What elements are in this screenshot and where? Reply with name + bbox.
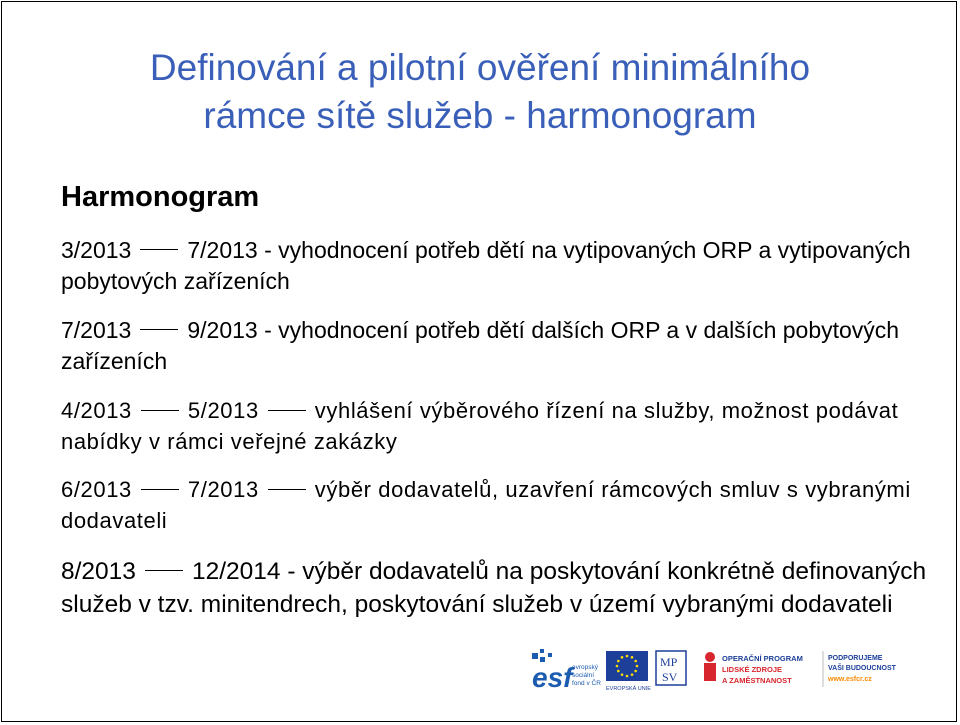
eu-star xyxy=(621,656,624,659)
eu-star xyxy=(617,670,620,673)
schedule-to: 7/2013 xyxy=(187,237,258,263)
support-logo xyxy=(823,651,897,687)
esf-caption-2: sociální xyxy=(572,672,595,679)
schedule-text: vyhlášení výběrového řízení na služby, možnost podávat nabídky v rámci veřejné zakázky xyxy=(61,398,899,454)
esf-square xyxy=(540,649,544,653)
schedule-to: 9/2013 xyxy=(187,317,258,343)
dash-separator xyxy=(268,489,306,490)
funding-logos-strip xyxy=(530,647,950,697)
dash-separator xyxy=(140,249,178,250)
op-text-3: A ZAMĚSTNANOST xyxy=(722,676,792,685)
esf-caption-3: fond v ČR xyxy=(572,680,601,687)
dash-separator xyxy=(141,489,179,490)
schedule-text: - výběr dodavatelů na poskytování konkrétně definovaných služeb v tzv. minitendrech, poskytování služeb v území vybranými dodavateli xyxy=(61,558,927,618)
op-figure-body-icon xyxy=(704,663,716,681)
op-figure-head-icon xyxy=(705,652,715,662)
slide-title-line-2: rámce sítě služeb - harmonogram xyxy=(203,95,757,136)
eu-star xyxy=(634,660,637,663)
schedule-from: 8/2013 xyxy=(61,558,136,585)
eu-star xyxy=(631,656,634,659)
esf-logo xyxy=(532,649,601,693)
eu-star xyxy=(621,673,624,676)
schedule-item xyxy=(61,555,941,621)
schedule-from: 4/2013 xyxy=(61,398,132,423)
schedule-from: 3/2013 xyxy=(61,237,132,263)
slide xyxy=(1,1,957,722)
eu-star xyxy=(616,665,619,668)
schedule-to: 12/2014 xyxy=(191,558,281,585)
mpsv-logo xyxy=(656,651,686,685)
schedule-text: - vyhodnocení potřeb dětí na vytipovaných ORP a vytipovaných pobytových zařízeních xyxy=(61,237,911,294)
esf-square xyxy=(548,653,552,657)
mpsv-text-1: MP xyxy=(660,655,678,669)
schedule-to: 7/2013 xyxy=(187,477,259,502)
schedule-to: 5/2013 xyxy=(187,398,259,423)
eu-star xyxy=(636,665,639,668)
dash-separator xyxy=(140,329,178,330)
schedule-item xyxy=(61,315,941,377)
schedule-item xyxy=(61,474,941,536)
dash-separator xyxy=(141,410,179,411)
eu-star xyxy=(617,660,620,663)
esf-caption-1: evropský xyxy=(572,664,599,671)
schedule-from: 6/2013 xyxy=(61,477,132,502)
dash-separator xyxy=(268,410,306,411)
op-text-2: LIDSKÉ ZDROJE xyxy=(722,665,783,674)
schedule-item xyxy=(61,395,941,457)
eu-flag-logo xyxy=(606,651,651,692)
section-heading: Harmonogram xyxy=(61,181,260,213)
eu-star xyxy=(634,670,637,673)
esf-square xyxy=(532,653,538,659)
mpsv-text-2: SV xyxy=(662,670,678,684)
eu-star xyxy=(626,655,629,658)
esf-wordmark: esf xyxy=(532,662,573,693)
support-url: www.esfcr.cz xyxy=(828,676,872,683)
slide-title xyxy=(2,44,958,140)
eu-caption: EVROPSKÁ UNIE xyxy=(606,686,651,692)
schedule-item xyxy=(61,235,941,297)
schedule-text: výběr dodavatelů, uzavření rámcových smluv s vybranými dodavateli xyxy=(61,477,911,533)
op-lzz-logo xyxy=(704,652,803,685)
eu-star xyxy=(626,675,629,678)
support-text-1: PODPORUJEME xyxy=(828,655,883,662)
dash-separator xyxy=(145,570,183,571)
op-text-1: OPERAČNÍ PROGRAM xyxy=(722,654,803,663)
eu-star xyxy=(631,673,634,676)
support-text-2: VAŠI BUDOUCNOST xyxy=(828,665,896,672)
slide-title-line-1: Definování a pilotní ověření minimálního xyxy=(149,47,811,88)
schedule-text: - vyhodnocení potřeb dětí dalších ORP a v dalších pobytových zařízeních xyxy=(61,317,900,374)
schedule-from: 7/2013 xyxy=(61,317,132,343)
